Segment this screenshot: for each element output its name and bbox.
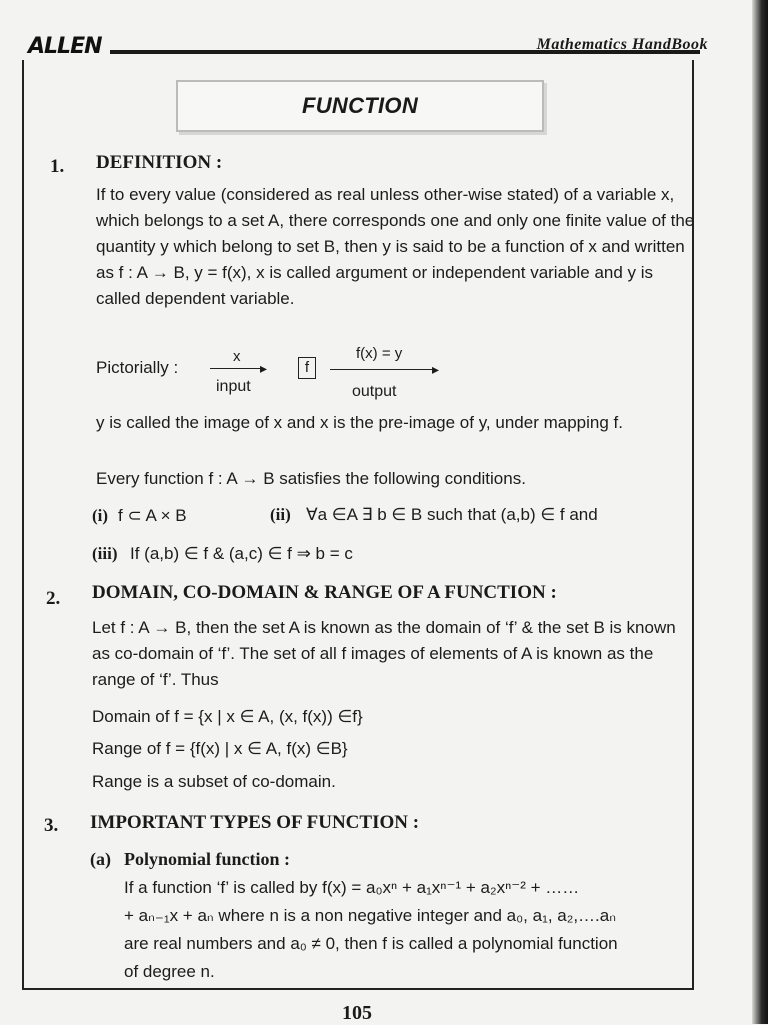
arrow-output-top: f(x) = y (356, 345, 403, 362)
range-definition: Range of f = {f(x) | x ∈ A, f(x) ∈B} (92, 739, 348, 758)
polynomial-line-3: are real numbers and a₀ ≠ 0, then f is called a polynomial function (124, 934, 618, 953)
page-header (28, 30, 708, 60)
range-subset-note: Range is a subset of co-domain. (92, 772, 336, 791)
chapter-title: FUNCTION (301, 93, 419, 118)
output-arrow-head: ▸ (432, 361, 440, 377)
polynomial-line-1: If a function ‘f’ is called by f(x) = a₀xⁿ + a₁xⁿ⁻¹ + a₂xⁿ⁻² + …… (124, 878, 580, 897)
handbook-title: Mathematics HandBook (536, 36, 708, 53)
condition-i: f ⊂ A × B (118, 506, 187, 525)
page-number: 105 (342, 1002, 372, 1024)
subsection-a-heading: Polynomial function : (124, 849, 291, 869)
arrow-input-top: x (233, 348, 241, 365)
section-2-number: 2. (46, 588, 61, 609)
condition-iii-label: (iii) (92, 544, 118, 563)
section-1-heading: DEFINITION : (96, 152, 223, 173)
input-arrow-head: ▸ (260, 360, 268, 376)
chapter-title-box (176, 80, 544, 132)
condition-ii: ∀a ∈A ∃ b ∈ B such that (a,b) ∈ f and (306, 505, 598, 524)
condition-i-label: (i) (92, 506, 109, 525)
condition-ii-label: (ii) (270, 505, 291, 524)
conditions-intro: Every function f : A → B satisfies the following conditions. (96, 469, 526, 488)
image-paragraph: y is called the image of x and x is the pre-image of y, under mapping f. (96, 413, 623, 432)
function-box: f (298, 357, 316, 379)
section-3-number: 3. (44, 815, 59, 836)
domain-definition: Domain of f = {x | x ∈ A, (x, f(x)) ∈f} (92, 707, 363, 726)
section-3-heading: IMPORTANT TYPES OF FUNCTION : (90, 812, 420, 833)
domain-paragraph: Let f : A → B, then the set A is known as the domain of ‘f’ & the set B is known as co-domain of ‘f’. The set of all f images of elements of A is known as the range of ‘f’. Thus (92, 618, 676, 689)
pictorially-label: Pictorially : (96, 358, 179, 377)
subsection-a-label: (a) (90, 849, 111, 869)
allen-logo: ALLEN (28, 34, 102, 59)
input-arrow (210, 368, 264, 369)
polynomial-line-2: + aₙ₋₁x + aₙ where n is a non negative integer and a₀, a₁, a₂,….aₙ (124, 906, 616, 925)
condition-iii: If (a,b) ∈ f & (a,c) ∈ f ⇒ b = c (130, 544, 353, 563)
page-edge (752, 0, 768, 1024)
section-2-heading: DOMAIN, CO-DOMAIN & RANGE OF A FUNCTION : (92, 582, 557, 603)
arrow-input-bottom: input (216, 378, 251, 395)
section-1-number: 1. (50, 156, 65, 177)
definition-paragraph: If to every value (considered as real unless other-wise stated) of a variable x, which belongs to a set A, there corresponds one and only one finite value of the quantity y which belong to set B, then y is said to be a function of x and written as f : A → B, y = f(x), x is called argument or independent variable and y is called dependent variable. (96, 185, 695, 308)
polynomial-line-4: of degree n. (124, 962, 215, 981)
arrow-output-bottom: output (352, 383, 397, 400)
output-arrow (330, 369, 436, 370)
